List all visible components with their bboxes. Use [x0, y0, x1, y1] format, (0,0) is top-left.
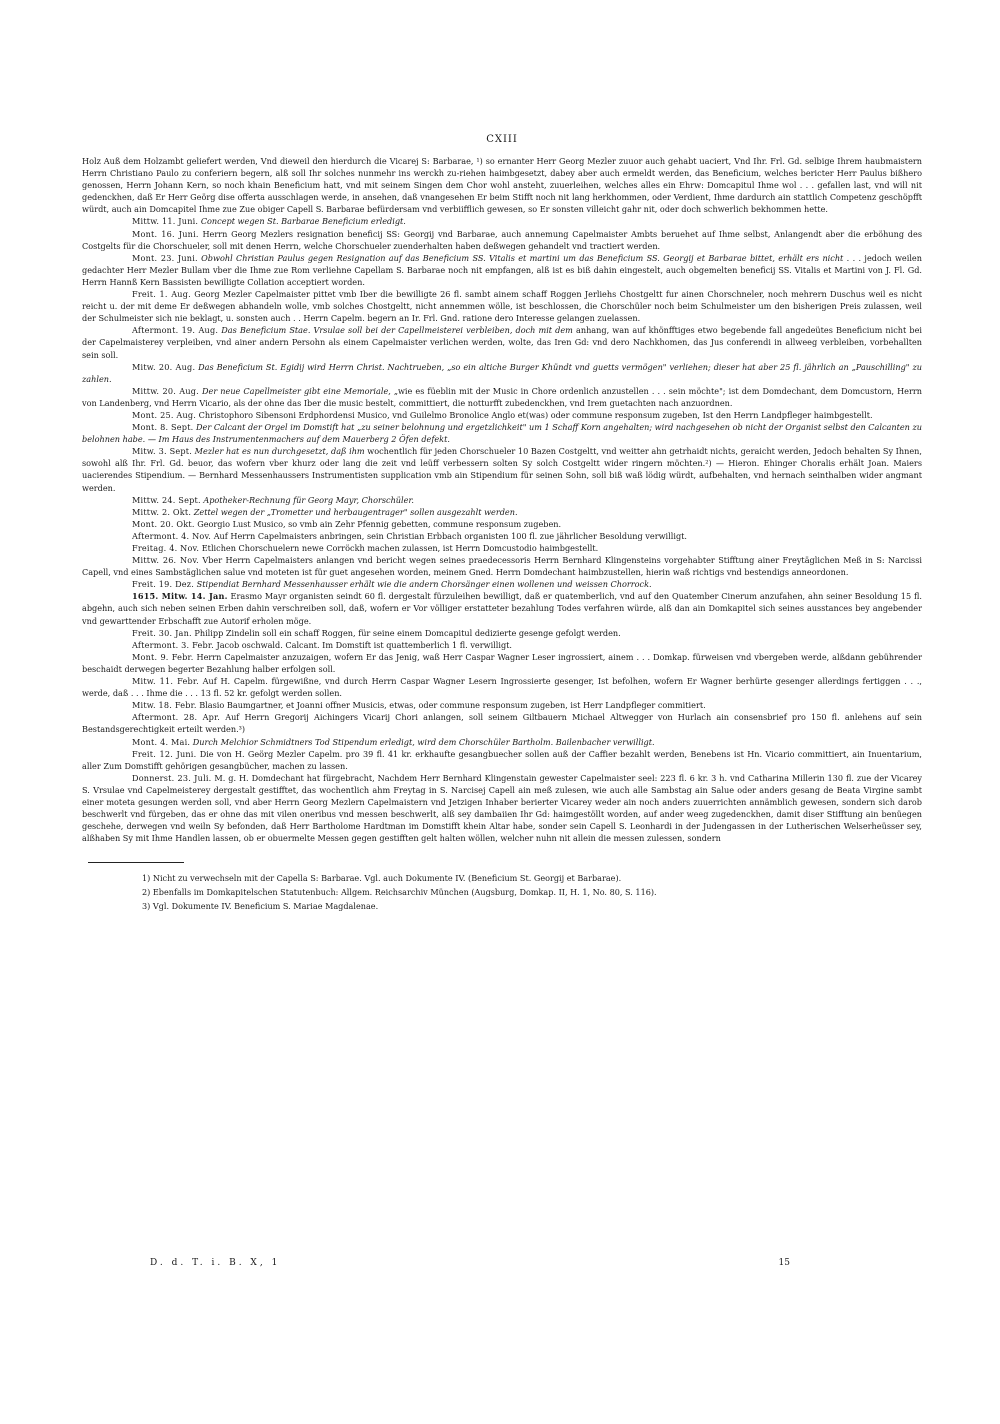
entry-paragraph — [82, 711, 922, 735]
entry-paragraph — [82, 675, 922, 699]
entry-date: Mittw. 26. Nov. — [132, 555, 199, 566]
entry-date: 1615. Mitw. 14. Jan. — [132, 591, 228, 602]
footnote: 2) Ebenfalls im Domkapitelschen Statutenbuch: Allgem. Reichsarchiv München (Augsburg, Domkap. II, H. 1, No. 80, S. 116). — [142, 887, 657, 898]
entry-text: Mezler hat es nun durchgesetzt, daß ihm — [194, 446, 365, 457]
footnote: 1) Nicht zu verwechseln mit der Capella S: Barbarae. Vgl. auch Dokumente IV. (Beneficium St. Georgij et Barbarae). — [142, 873, 622, 884]
entry-date: Mont. 20. Okt. — [132, 518, 195, 529]
entry-paragraph — [82, 542, 922, 554]
entry-date: Aftermont. 4. Nov. — [132, 530, 212, 541]
entry-text: Auf Herrn Capelmaisters anbringen, sein Christian Erbbach organisten 100 fl. zue jährlicher Besoldung verwilligt. — [213, 530, 687, 541]
entry-text: Herrn Capelmaister anzuzaigen, wofern Er das Jenig, waß Herr Caspar Wagner Leser ingrossiert, ainem . . . Domkap. fürweisen vnd vbergeben werde, alßdann gebührender beschaidt derwegen begerter Bezahlung halber erfolgen soll. — [82, 651, 922, 674]
entry-text: Durch Melchior Schmidtners Tod Stipendum erledigt, wird dem Chorschüler Bartholm. Bailenbacher verwilligt. — [192, 736, 655, 747]
entry-paragraph — [82, 590, 922, 626]
entry-paragraph — [82, 748, 922, 772]
footnote-divider — [88, 862, 184, 863]
entry-date: Mont. 9. Febr. — [132, 651, 194, 662]
entry-text: Das Beneficium St. Egidij wird Herrn Christ. Nachtrueben, „so ein altiche Burger Khündt vnd guetts vermögen" verliehen; dieser hat aber 25 fl. jährlich an „Pauschilling" zu zahlen. — [82, 361, 922, 384]
entry-text: Vber Herrn Capelmaisters anlangen vnd bericht wegen seines praedecessoris Herrn Bernhard Klingensteins vorgehabter Stifftung ainer Freytäglichen Meß in S: Narcissi Capell, vnd eines Sambstäglichen salue vnd moteten ist für guet angesehen worden, meinem Gned. Herrn Domdechant haimbzustellen, hierin waß richtigs vnd bestendigs anneordonen. — [82, 555, 922, 578]
entry-paragraph — [82, 385, 922, 409]
entry-text: Apotheker-Rechnung für Georg Mayr, Chorschüler. — [203, 494, 415, 505]
entry-date: Mittw. 24. Sept. — [132, 494, 201, 505]
footnote: 3) Vgl. Dokumente IV. Beneficium S. Mariae Magdalenae. — [142, 901, 379, 912]
entry-text: Der neue Capellmeister gibt eine Memoriale, — [202, 385, 391, 396]
entry-date: Mont. 8. Sept. — [132, 422, 194, 433]
entry-paragraph — [82, 518, 922, 530]
entry-date: Freit. 1. Aug. — [132, 289, 191, 300]
entry-text: Stipendiat Bernhard Messenhausser erhält wie die andern Chorsänger einen wollenen und weissen Chorrock. — [196, 579, 652, 590]
signature-mark: D. d. T. i. B. X, 1 — [150, 1258, 281, 1268]
entry-text: Die von H. Geörg Mezler Capelm. pro 39 fl. 41 kr. erkhaufte gesangbuecher sollen auß der Caffier bezahlt werden, Benebens ist Hn. Vicario committiert, ain Inuentarium, aller Zum Domstifft gehörigen gesangbücher, machen zu lassen. — [82, 748, 922, 771]
entry-date: Mitw. 20. Aug. — [132, 361, 196, 372]
entry-date: Mittw. 2. Okt. — [132, 506, 192, 517]
entry-text: Auf H. Capelm. fürgewißne, vnd durch Herrn Caspar Wagner Lesern Ingrossierte gesenger, Ist befolhen, wofern Er Wagner berhürte gesenger allerdings fertiggen . . ., werde, daß . . . Ihme die . . . 13 fl. 52 kr. gefolgt werden sollen. — [82, 676, 922, 699]
entry-text-continued: „wie es füeblin mit der Music in Chore ordenlich anzustellen . . . sein möchte"; ist dem Domdechant, dem Domcustorn, Herrn von Landenberg, vnd Herrn Vicario, als der ohne das Iber die music bestelt, committiert, die notturfft zubedenckhen, vnd Irem guetachten nach anzuordnen. — [82, 385, 922, 408]
entry-paragraph — [82, 324, 922, 360]
entry-paragraph — [82, 530, 922, 542]
entry-paragraph — [82, 215, 922, 227]
entry-paragraph — [82, 155, 922, 215]
entry-date: Mitw. 18. Febr. — [132, 700, 197, 711]
document-page — [82, 134, 922, 913]
entry-paragraph — [82, 627, 922, 639]
entry-paragraph — [82, 421, 922, 445]
entry-date: Freit. 19. Dez. — [132, 579, 195, 590]
entry-text: Christophoro Sibensoni Erdphordensi Musico, vnd Guilelmo Bronolice Anglo et(was) oder commune responsum zugeben, Ist den Herrn Landpfleger haimbgestellt. — [198, 409, 873, 420]
entry-text: Der Calcant der Orgel im Domstift hat „zu seiner belohnung und ergetzlichkeit" um 1 Schaff Korn angehalten; wird nachgesehen ob nicht der Organist selbst den Calcanten zu belohnen habe. — Im Haus des Instrumentenmachers auf dem Mauerberg 2 Öfen defekt. — [82, 422, 922, 445]
page-number: CXIII — [486, 134, 518, 145]
entry-paragraph — [82, 228, 922, 252]
entry-text: Georg Mezler Capelmaister pittet vmb Iber die bewilligte 26 fl. sambt ainem schaff Roggen Jerliehs Chostgeltt fur ainen Chorschneler, noch mehrern Duschus weil es nicht reicht u. der mit deme Er deßwegen abhandeln wolle, vmb solches Chostgeltt, nicht annemmen wölle, ist beschlossen, die Chorschüler noch beim Schulmeister um den bisherigen Preis zulassen, weil der Schulmeister sich nie beklagt, u. sonsten auch . . Herrn Capelm. begern an Ir. Frl. Gnd. ratione dero Interesse gelangen zuelassen. — [82, 289, 922, 324]
entry-paragraph — [82, 445, 922, 493]
body-text — [82, 155, 922, 844]
entry-text: Georgio Lust Musico, so vmb ain Zehr Pfennig gebetten, commune responsum zugeben. — [197, 518, 562, 529]
entry-text: Das Beneficium Stae. Vrsulae soll bei der Capellmeisterei verbleiben, doch mit dem — [221, 325, 573, 336]
footnotes — [82, 871, 922, 913]
entry-paragraph — [82, 494, 922, 506]
entry-date: Freit. 30. Jan. — [132, 627, 192, 638]
entry-text: Erasmo Mayr organisten seindt 60 fl. dergestalt fürzuleihen bewilligt, daß er quatemberlich, vnd auf den Quatember Cinerum anzufahen, ahn seiner Besoldung 15 fl. abgehn, auch sich neben seinen Erben dahin verschreiben soll, daß, wofern er Vor völliger erstatteter bezahlung Todes verfahren würde, alß dan ain Domkapitel sich seines ausstances bey angebender vnd gewarttender Erbschafft zue Autorif erholen möge. — [82, 591, 922, 626]
entry-date: Freit. 12. Juni. — [132, 748, 197, 759]
entry-paragraph — [82, 639, 922, 651]
entry-date: Aftermont. 19. Aug. — [132, 325, 219, 336]
entry-paragraph — [82, 361, 922, 385]
entry-text: Herrn Georg Mezlers resignation beneficij SS: Georgij vnd Barbarae, auch annemung Capelmaister Ambts beruehet auf Ihme selbst, Anlangendt aber die erböhung des Costgelts für die Chorschueler, soll mit denen Herrn, welche Chorschueler zuenderhalten haben deßwegen gehandelt vnd tractiert werden. — [82, 228, 922, 251]
entry-text: Etlichen Chorschuelern newe Corröckh machen zulassen, ist Herrn Domcustodio haimbgestellt. — [201, 543, 599, 553]
sheet-number: 15 — [778, 1258, 790, 1268]
entry-date: Mont. 23. Juni. — [132, 252, 198, 263]
entry-text: Auf Herrn Gregorij Aichingers Vicarij Chori anlangen, soll seinem Giltbauern Michael Altwegger von Hurlach ain consensbrief pro 150 fl. anlehens auf sein Bestandsgerechtigkeit erteilt werden.³) — [82, 712, 922, 735]
entry-text: Concept wegen St. Barbarae Beneficium erledigt. — [200, 216, 406, 227]
entry-paragraph — [82, 409, 922, 421]
entry-date: Aftermont. 28. Apr. — [132, 712, 221, 723]
entry-paragraph — [82, 554, 922, 578]
entry-paragraph — [82, 252, 922, 288]
entry-paragraph — [82, 772, 922, 845]
entry-date: Donnerst. 23. Juli. — [132, 772, 212, 783]
entry-text: M. g. H. Domdechant hat fürgebracht, Nachdem Herr Bernhard Klingenstain gewester Capelmaister seel: 223 fl. 6 kr. 3 h. vnd Catharina Millerin 130 fl. zue der Vicarey S. Vrsulae vnd Capelmeisterey dergestalt gestifftet, das wochentlich ahm Freytag in S. Narcisej Capell ain meß zulesen, wie auch alle Sambstag ain Salue oder anders gesang de Beata Virgine sambt einer moteta gesungen werden soll, vnd aber Herrn Georg Mezlern Capelmaistern vnd Jetzigen Inhaber berierter Vicarey weder ain noch anders zuuerrichten annämblich gewesen, sondern sich darob beschwerlt vnd fürgeben, das er ohne das mit vilen oneribus vnd messen beschwerlt, alß sey dambaiien Ihr Gd: haimgestöllt worden, auf ander weeg zugedenckhen, damit diser Stifftung ain benüegen geschehe, derwegen vnd weiln Sy befonden, daß Herr Bartholome Hardtman im Domstifft khein Altar habe, sonder sein Capell S. Leonhardi in der Judengassen in der Lutherischen Welserheüsser sey, alßhaben Sy mit Ihme Handlen lassen, ob er obuermelte Messen gegen gestifften gelt halten wöllen, welcher nuhn nit allein die messen zulessen, sondern — [82, 772, 922, 844]
entry-text: Holz Auß dem Holzambt geliefert werden, Vnd dieweil den hierdurch die Vicarej S: Barbarae, ¹) so ernanter Herr Georg Mezler zuuor auch gehabt uaciert, Vnd Ihr. Frl. Gd. selbige Ihrem haubmaistern Herrn Christiano Paulo zu conferiern begern, alß soll Ihr solches nunmehr ins werckh zu-riehen haimbgesetzt, dabey aber auch ermeldt werden, das Beneficium, welches bericter Herr Paulus bißhero genossen, Herrn Johann Kern, so noch khain Beneficium hatt, vnd mit seinem Singen dem Chor wohl ansteht, zuuerleihen, welches alles ein Ehrw: Domcapitul Ihme wol . . . gefallen last, vnd will nit gedenckhen, daß Er Herr Geörg dise offerta ausschlagen werde, in ansehen, daß vnangesehen Er beim Stifft noch nit lang herkhommen, oder Verdient, Ihme dardurch ain stattlich Competenz geschöpfft würdt, auch ain Domcapitel Ihme zue Zue obiger Capell S. Barbarae befürdersam vnd verbiifflich gewesen, so Er sonsten villeicht gahr nit, oder doch schwerlich bekhommen hette. — [82, 156, 922, 215]
entry-paragraph — [82, 506, 922, 518]
entry-text: Philipp Zindelin soll ein schaff Roggen, für seine einem Domcapitul dedizierte gesenge gefolgt werden. — [194, 627, 621, 638]
entry-text-continued: wochentlich für jeden Chorschueler 10 Bazen Costgeltt, vnd weitter ahn getrhaidt nichts, geraicht werden, Jedoch behalten Sy Ihnen, sowohl alß Ihr. Frl. Gd. beuor, das wofern vber khurz oder lang die zeit vnd leüff verbessern solten Sy solch Costgeltt wider ringern möchten.²) — Hieron. Ehinger Choralis erhält Joan. Maiers uacierendes Stipendium. — Bernhard Messenhaussers Instrumentisten supplication vmb ain Stipendium für seinen Sohn, soll biß waß lödig würdt, aufbehalten, vnd hernach seinthalben wider angmant werden. — [82, 446, 922, 493]
entry-text: Obwohl Christian Paulus gegen Resignation auf das Beneficium SS. Vitalis et martini um das Beneficium SS. Georgij et Barbarae bittet, erhält ers nicht . . . — [201, 252, 862, 263]
entry-date: Mitw. 11. Febr. — [132, 676, 199, 687]
entry-date: Aftermont. 3. Febr. — [132, 639, 214, 650]
entry-paragraph — [82, 288, 922, 324]
entry-paragraph — [82, 651, 922, 675]
entry-date: Mitw. 3. Sept. — [132, 446, 192, 457]
entry-date: Mont. 16. Juni. — [132, 228, 199, 239]
entry-paragraph — [82, 578, 922, 590]
entry-paragraph — [82, 736, 922, 748]
entry-text: Blasio Baumgartner, et Joanni offner Musicis, etwas, oder commune responsum zugeben, ist Herr Landpfleger commitiert. — [199, 700, 706, 711]
entry-text: Jacob oschwald. Calcant. Im Domstift ist quattemberlich 1 fl. verwilligt. — [216, 639, 513, 650]
entry-text-continued: jedoch weilen gedachter Herr Mezler Bullam vber die Ihme zue Rom verliehne Capellam S. Barbarae noch nit empfangen, alß ist es biß dahin eingestelt, auch obgemelten beneficij SS. Vitalis et Martini von J. Fl. Gd. Herrn Hannß Kern Bassisten bewilligte Collation acceptiert worden. — [82, 252, 922, 287]
entry-date: Mont. 4. Mai. — [132, 736, 191, 747]
entry-date: Mont. 25. Aug. — [132, 409, 197, 420]
entry-paragraph — [82, 699, 922, 711]
entry-text: Zettel wegen der „Trometter und herbaugentrager" sollen ausgezahlt werden. — [193, 506, 518, 517]
entry-date: Mittw. 11. Juni. — [132, 216, 199, 227]
entry-text-continued: anhang, wan auf khönfftiges etwo begebende fall angedeütes Beneficium nicht bei der Capelmaisterey verpleiben, vnd ainer andern Persohn als einem Capelmaister verlichen werden, wolte, das Iren Gd: vnd dero Nachkhomen, das Jus conferendi in allweeg verbleiben, vorbehallten sein soll. — [82, 325, 923, 360]
entry-date: Freitag. 4. Nov. — [132, 543, 200, 553]
entry-date: Mittw. 20. Aug. — [132, 385, 199, 396]
